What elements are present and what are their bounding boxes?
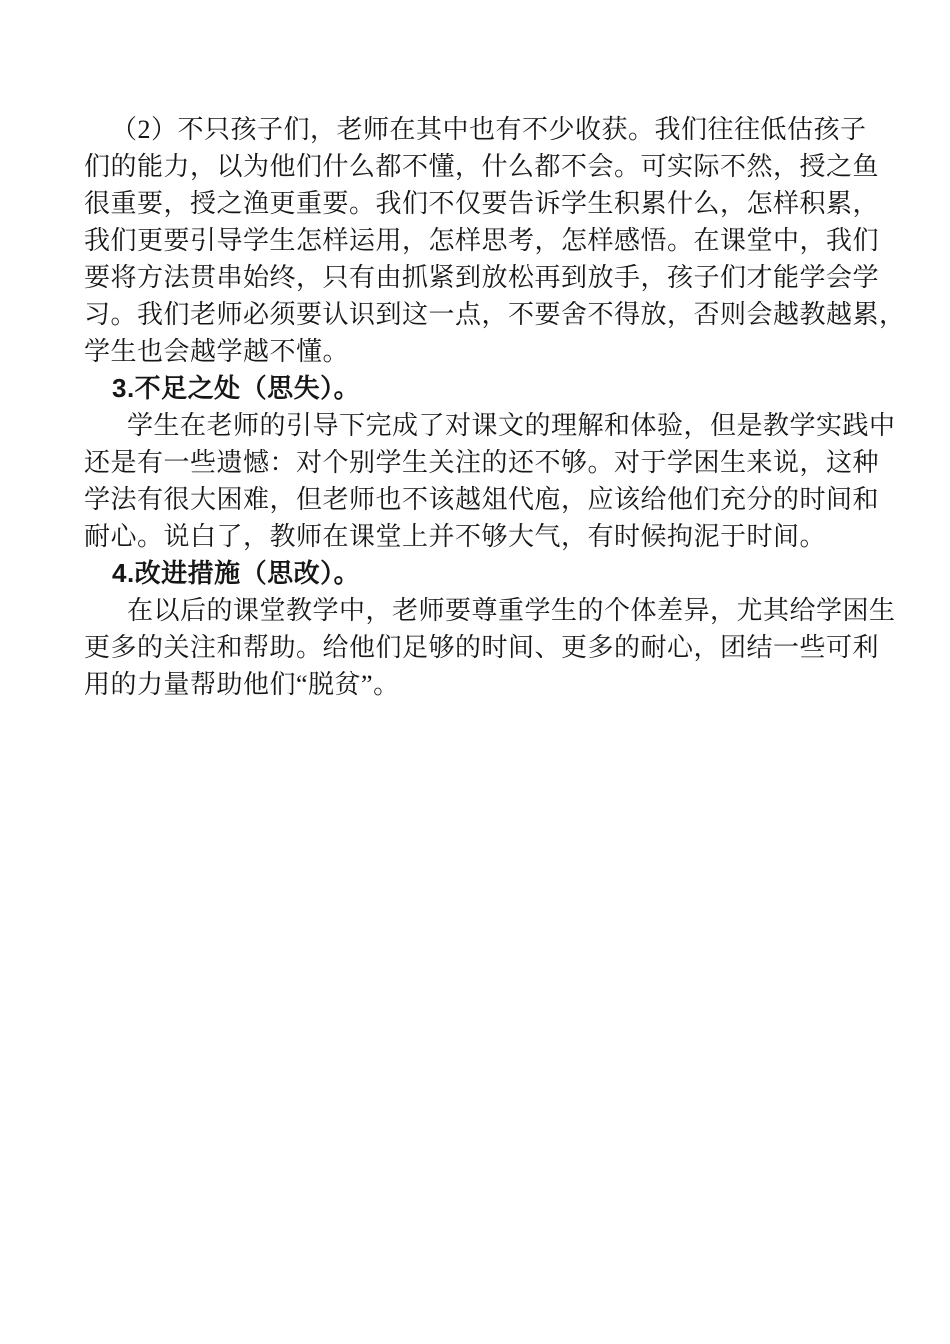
paragraph-teacher-gains	[84, 111, 906, 370]
text-line: 耐心。说白了，教师在课堂上并不够大气，有时候拘泥于时间。	[84, 522, 827, 551]
text-line: 我们更要引导学生怎样运用，怎样思考，怎样感悟。在课堂中，我们	[84, 226, 880, 255]
text-line: 在以后的课堂教学中，老师要尊重学生的个体差异，尤其给学困生	[127, 596, 896, 625]
text-line: 要将方法贯串始终，只有由抓紧到放松再到放手，孩子们才能学会学	[84, 263, 880, 292]
text-line: 学生也会越学越不懂。	[84, 337, 350, 366]
heading-shortcomings	[84, 370, 894, 407]
text-line: （2）不只孩子们，老师在其中也有不少收获。我们往往低估孩子	[111, 115, 867, 144]
text-line: 更多的关注和帮助。给他们足够的时间、更多的耐心，团结一些可利	[84, 633, 880, 662]
text-line: 4.改进措施（思改）。	[112, 558, 361, 588]
paragraph-improvement-measures	[84, 592, 894, 703]
paragraph-shortcomings	[84, 407, 894, 555]
text-line: 们的能力，以为他们什么都不懂，什么都不会。可实际不然，授之鱼	[84, 152, 880, 181]
text-line: 习。我们老师必须要认识到这一点，不要舍不得放，否则会越教越累，	[84, 300, 906, 329]
text-line: 还是有一些遗憾：对个别学生关注的还不够。对于学困生来说，这种	[84, 448, 880, 477]
heading-improvement-measures	[84, 555, 894, 592]
text-line: 学生在老师的引导下完成了对课文的理解和体验，但是教学实践中	[127, 411, 896, 440]
text-line: 3.不足之处（思失）。	[112, 373, 361, 403]
text-line: 学法有很大困难，但老师也不该越俎代庖，应该给他们充分的时间和	[84, 485, 880, 514]
text-line: 用的力量帮助他们“脱贫”。	[84, 670, 400, 699]
text-line: 很重要，授之渔更重要。我们不仅要告诉学生积累什么，怎样积累，	[84, 189, 880, 218]
